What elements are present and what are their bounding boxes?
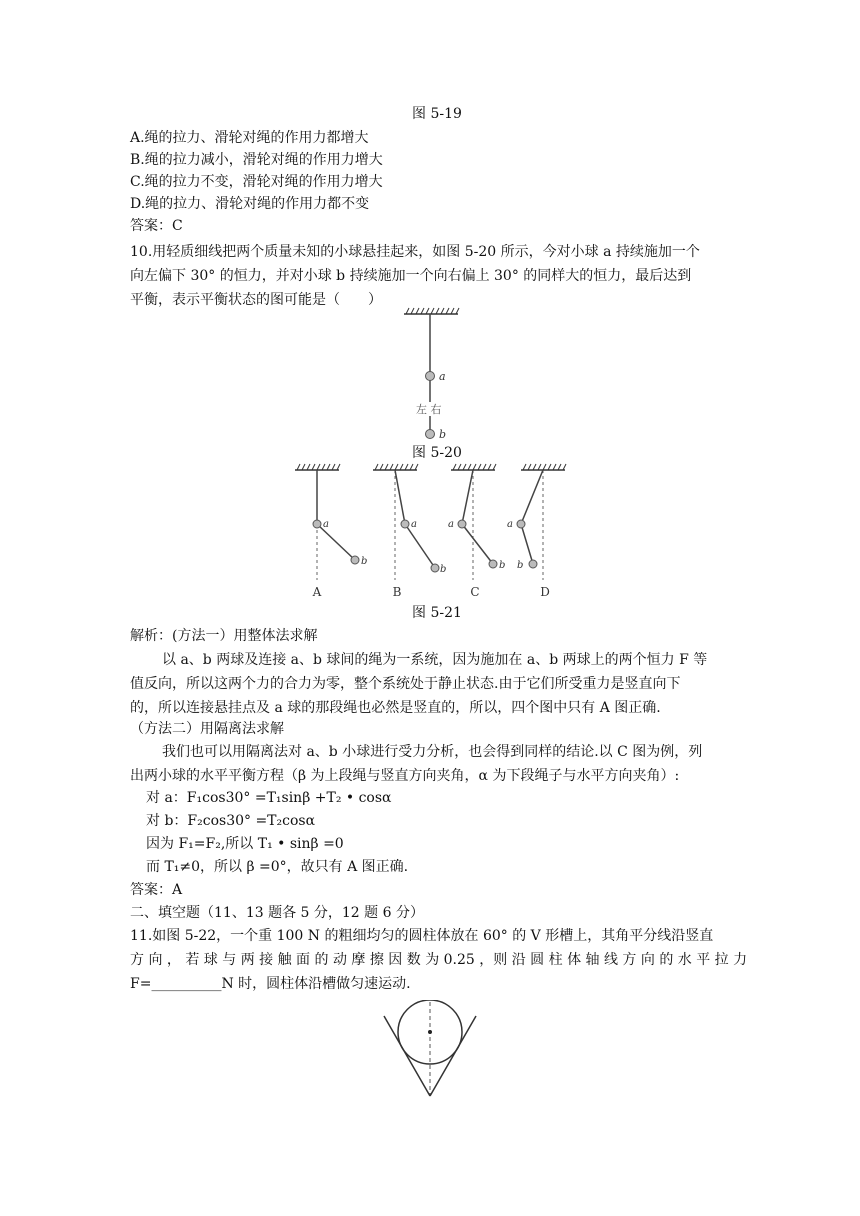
- fig520-label-a: a: [439, 370, 446, 383]
- analysis-heading: 解析：(方法一）用整体法求解: [130, 628, 318, 644]
- fig521-b-label-a: a: [411, 519, 417, 530]
- q9-answer: 答案：C: [130, 218, 183, 234]
- q9-option-d: D.绳的拉力、滑轮对绳的作用力都不变: [130, 196, 370, 212]
- q11-line-2: 方 向 ， 若 球 与 两 接 触 面 的 动 摩 擦 因 数 为 0.25 ，则 沿 圆 柱 体 轴 线 方 向 的 水 平 拉 力: [130, 952, 748, 968]
- analysis-m1-line-2: 值反向，所以这两个力的合力为零，整个系统处于静止状态.由于它们所受重力是竖直向下: [130, 676, 681, 692]
- q11-line-3: F=__________N 时，圆柱体沿槽做匀速运动.: [130, 976, 411, 992]
- q9-option-c: C.绳的拉力不变，滑轮对绳的作用力增大: [130, 174, 383, 190]
- fig521-option-c-label: C: [470, 585, 480, 599]
- fig521-diagram-d: [507, 464, 566, 599]
- q9-option-a: A.绳的拉力、滑轮对绳的作用力都增大: [130, 130, 369, 146]
- fig521-a-label-b: b: [361, 556, 368, 567]
- figure-5-20: [390, 306, 470, 446]
- fig521-c-label-a: a: [448, 519, 454, 530]
- equation-3: 因为 F₁=F₂,所以 T₁ • sinβ =0: [146, 836, 344, 852]
- q10-line-1: 10.用轻质细线把两个质量未知的小球悬挂起来，如图 5-20 所示，今对小球 a 持续施加一个: [130, 244, 700, 260]
- equation-2: 对 b：F₂cos30° =T₂cosα: [146, 813, 316, 829]
- fig521-diagram-c: [448, 464, 505, 599]
- q10-answer: 答案：A: [130, 882, 183, 898]
- equation-4: 而 T₁≠0，所以 β =0°，故只有 A 图正确.: [146, 859, 409, 875]
- fig520-label-b: b: [439, 428, 447, 441]
- analysis-m2-heading: （方法二）用隔离法求解: [130, 721, 284, 737]
- q10-line-2: 向左偏下 30° 的恒力，并对小球 b 持续施加一个向右偏上 30° 的同样大的恒力，最后达到: [130, 268, 692, 284]
- section-2-heading: 二、填空题（11、13 题各 5 分，12 题 6 分）: [130, 905, 424, 921]
- fig520-left-right-label: 左 右: [416, 403, 442, 416]
- fig-5-20-caption: 图 5-20: [412, 445, 462, 461]
- fig521-option-b-label: B: [392, 585, 402, 599]
- q11-line-1: 11.如图 5-22，一个重 100 N 的粗细均匀的圆柱体放在 60° 的 V 形槽上，其角平分线沿竖直: [130, 928, 714, 944]
- analysis-m1-line-3: 的，所以连接悬挂点及 a 球的那段绳也必然是竖直的，所以，四个图中只有 A 图正确.: [130, 700, 661, 716]
- fig521-d-label-b: b: [517, 560, 524, 571]
- fig521-b-label-b: b: [440, 564, 447, 575]
- figure-5-22-v-groove: [370, 1000, 490, 1110]
- fig-5-19-caption: 图 5-19: [412, 106, 462, 122]
- fig521-d-label-a: a: [507, 519, 513, 530]
- figure-5-21: [285, 462, 575, 602]
- equation-1: 对 a：F₁cos30° =T₁sinβ +T₂ • cosα: [146, 790, 392, 806]
- fig521-option-a-label: A: [312, 585, 322, 599]
- fig521-diagram-b: [373, 464, 446, 599]
- analysis-m2-line-1: 我们也可以用隔离法对 a、b 小球进行受力分析，也会得到同样的结论.以 C 图为例，列: [162, 744, 703, 760]
- fig521-option-d-label: D: [540, 585, 550, 599]
- fig521-c-label-b: b: [499, 560, 506, 571]
- fig521-a-label-a: a: [323, 519, 329, 530]
- fig-5-21-caption: 图 5-21: [412, 605, 462, 621]
- q10-line-3: 平衡，表示平衡状态的图可能是（ ）: [130, 292, 382, 308]
- analysis-m2-line-2: 出两小球的水平平衡方程（β 为上段绳与竖直方向夹角，α 为下段绳子与水平方向夹角）:: [130, 768, 680, 784]
- q9-option-b: B.绳的拉力减小，滑轮对绳的作用力增大: [130, 152, 383, 168]
- analysis-m1-line-1: 以 a、b 两球及连接 a、b 球间的绳为一系统，因为施加在 a、b 两球上的两个恒力 F 等: [162, 652, 708, 668]
- fig521-diagram-a: [295, 464, 367, 599]
